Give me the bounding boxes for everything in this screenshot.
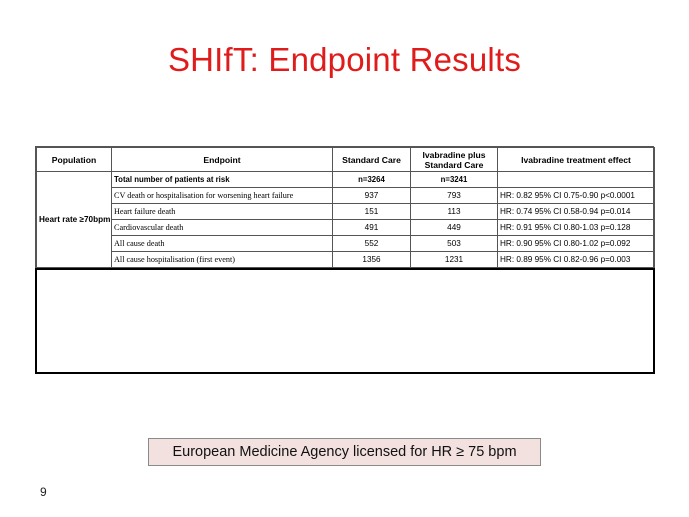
header-treatment-effect: Ivabradine treatment effect bbox=[498, 148, 655, 172]
header-ivabradine-line1: Ivabradine plus bbox=[422, 149, 486, 160]
standard-care-cell: n=3264 bbox=[333, 172, 411, 188]
effect-cell: HR: 0.89 95% CI 0.82-0.96 p=0.003 bbox=[498, 252, 655, 268]
table-row bbox=[37, 172, 655, 188]
endpoint-cell: All cause death bbox=[112, 236, 333, 252]
table-row bbox=[37, 236, 655, 252]
header-standard-care: Standard Care bbox=[333, 148, 411, 172]
table-row bbox=[37, 220, 655, 236]
ivabradine-cell: 793 bbox=[411, 188, 498, 204]
effect-cell: HR: 0.91 95% CI 0.80-1.03 p=0.128 bbox=[498, 220, 655, 236]
endpoint-cell: Cardiovascular death bbox=[112, 220, 333, 236]
ivabradine-cell: 113 bbox=[411, 204, 498, 220]
effect-cell: HR: 0.90 95% CI 0.80-1.02 p=0.092 bbox=[498, 236, 655, 252]
standard-care-cell: 1356 bbox=[333, 252, 411, 268]
empty-outlined-box bbox=[35, 268, 655, 374]
endpoint-cell: Heart failure death bbox=[112, 204, 333, 220]
table-row bbox=[37, 252, 655, 268]
effect-cell: HR: 0.74 95% CI 0.58-0.94 p=0.014 bbox=[498, 204, 655, 220]
standard-care-cell: 937 bbox=[333, 188, 411, 204]
header-population: Population bbox=[37, 148, 112, 172]
table-row bbox=[37, 204, 655, 220]
ivabradine-cell: 449 bbox=[411, 220, 498, 236]
endpoint-cell: Total number of patients at risk bbox=[112, 172, 333, 188]
endpoint-cell: All cause hospitalisation (first event) bbox=[112, 252, 333, 268]
header-ivabradine-line2: Standard Care bbox=[424, 159, 484, 170]
page-number: 9 bbox=[40, 485, 47, 499]
effect-cell bbox=[498, 172, 655, 188]
effect-cell: HR: 0.82 95% CI 0.75-0.90 p<0.0001 bbox=[498, 188, 655, 204]
ivabradine-cell: 503 bbox=[411, 236, 498, 252]
table-row bbox=[37, 188, 655, 204]
standard-care-cell: 491 bbox=[333, 220, 411, 236]
header-ivabradine bbox=[411, 148, 498, 172]
table-header-row bbox=[37, 148, 655, 172]
standard-care-cell: 151 bbox=[333, 204, 411, 220]
ema-license-note: European Medicine Agency licensed for HR ≥ 75 bpm bbox=[148, 438, 541, 466]
standard-care-cell: 552 bbox=[333, 236, 411, 252]
endpoint-cell: CV death or hospitalisation for worsening heart failure bbox=[112, 188, 333, 204]
ivabradine-cell: n=3241 bbox=[411, 172, 498, 188]
population-cell: Heart rate ≥70bpm bbox=[37, 172, 112, 268]
endpoint-results-table bbox=[36, 147, 655, 268]
ivabradine-cell: 1231 bbox=[411, 252, 498, 268]
header-endpoint: Endpoint bbox=[112, 148, 333, 172]
slide-title: SHIfT: Endpoint Results bbox=[167, 41, 522, 78]
